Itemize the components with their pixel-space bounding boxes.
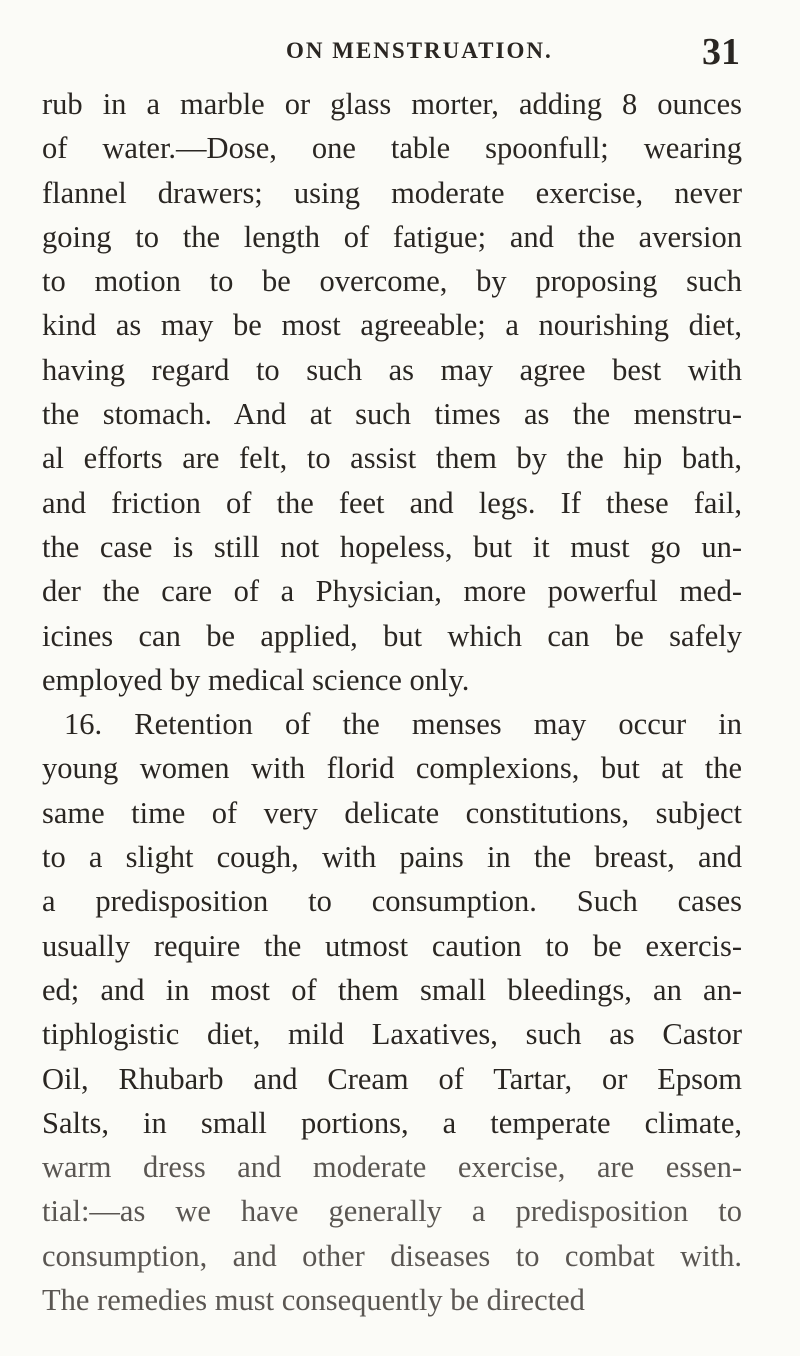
section-start-line: 16. Retention of the menses may occur in — [64, 707, 742, 742]
text-line: going to the length of fatigue; and the aversion — [42, 219, 742, 254]
text-line: to a slight cough, with pains in the breast, and — [42, 840, 742, 875]
text-line: to motion to be overcome, by proposing such — [42, 264, 742, 299]
text-line: and friction of the feet and legs. If these fail, — [42, 485, 742, 520]
text-line: kind as may be most agreeable; a nourishing diet, — [42, 308, 742, 343]
text-line: flannel drawers; using moderate exercise, never — [42, 175, 742, 210]
text-line: usually require the utmost caution to be exercis- — [42, 928, 742, 963]
text-line: Salts, in small portions, a temperate climate, — [42, 1105, 742, 1140]
text-line: rub in a marble or glass morter, adding 8 ounces — [42, 87, 742, 121]
body-text — [42, 82, 742, 1322]
text-line: al efforts are felt, to assist them by the hip bath, — [42, 441, 742, 476]
text-line: icines can be applied, but which can be safely — [42, 618, 742, 653]
page-number: 31 — [702, 31, 740, 73]
running-head — [40, 30, 740, 73]
text-line: the stomach. And at such times as the menstru- — [42, 397, 742, 432]
text-line: The remedies must consequently be directed — [42, 1283, 585, 1318]
text-line: warm dress and moderate exercise, are essen- — [42, 1150, 742, 1185]
text-line: the case is still not hopeless, but it must go un- — [42, 529, 742, 564]
text-line: consumption, and other diseases to combat with. — [42, 1238, 742, 1273]
text-line: of water.—Dose, one table spoonfull; wearing — [42, 131, 742, 166]
running-title: ON MENSTRUATION. — [286, 38, 553, 63]
text-line: ed; and in most of them small bleedings, an an- — [42, 972, 742, 1007]
text-line: a predisposition to consumption. Such cases — [42, 884, 742, 919]
text-line: employed by medical science only. — [42, 662, 470, 697]
text-line: same time of very delicate constitutions, subject — [42, 795, 742, 830]
text-line: having regard to such as may agree best with — [42, 352, 742, 387]
text-line: Oil, Rhubarb and Cream of Tartar, or Epsom — [42, 1061, 742, 1096]
text-line: tial:—as we have generally a predisposition to — [42, 1194, 742, 1229]
text-line: der the care of a Physician, more powerful med- — [42, 574, 742, 609]
text-line: young women with florid complexions, but at the — [42, 751, 742, 786]
text-line: tiphlogistic diet, mild Laxatives, such as Castor — [42, 1017, 742, 1052]
